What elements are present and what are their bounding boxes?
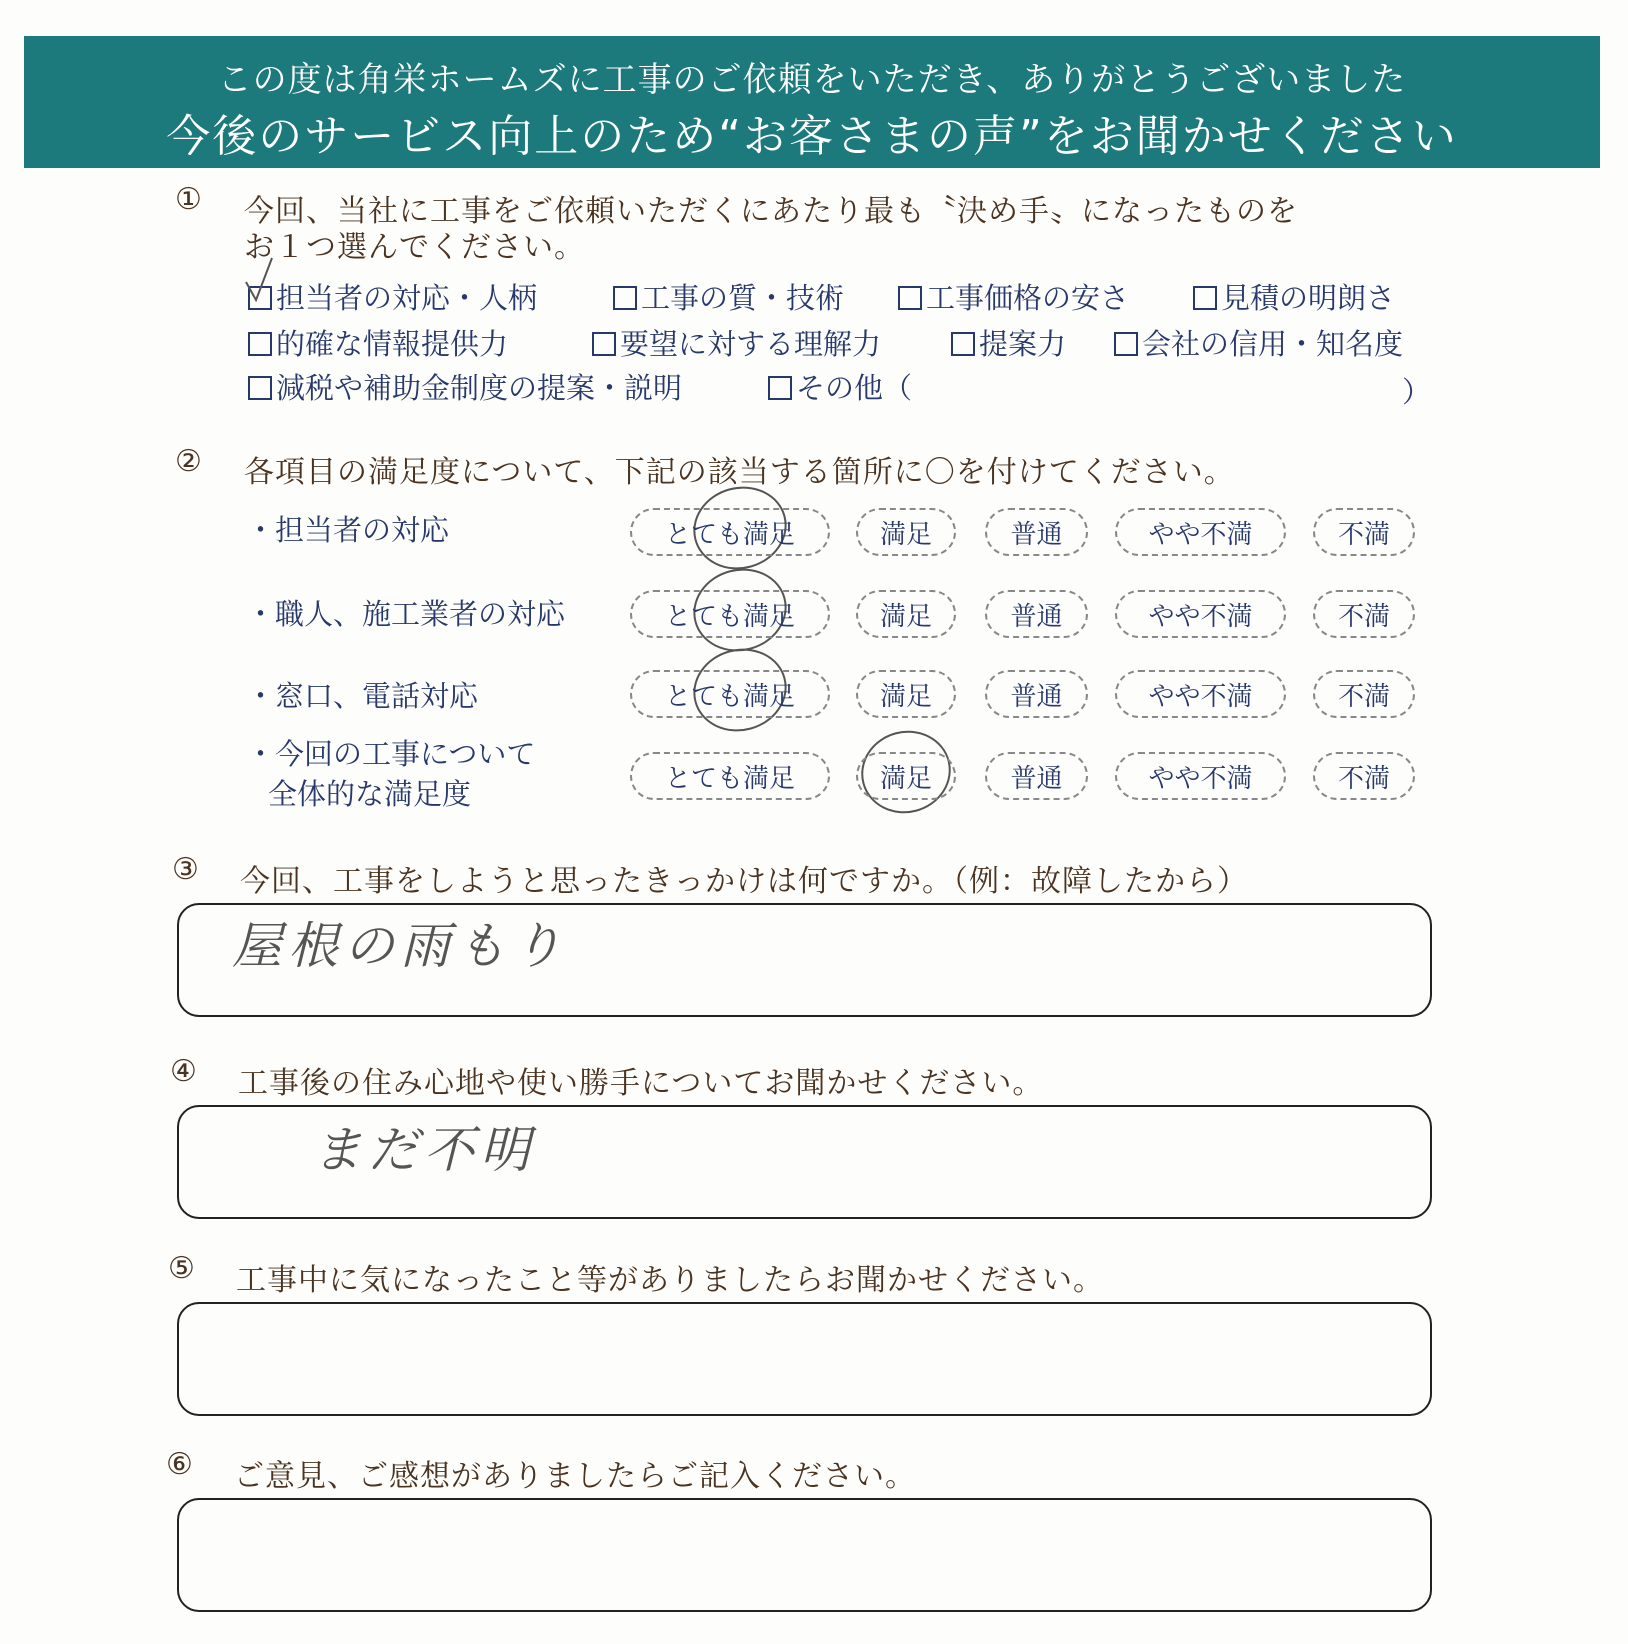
header-banner — [24, 36, 1600, 168]
rating-option[interactable]: 不満 — [1313, 670, 1415, 718]
rating-option[interactable]: やや不満 — [1115, 670, 1286, 718]
rating-option[interactable]: とても満足 — [630, 590, 830, 638]
q4-text: 工事後の住み心地や使い勝手についてお聞かせください。 — [238, 1066, 1044, 1101]
checkbox[interactable] — [248, 332, 272, 356]
row-label: ・今回の工事について — [246, 737, 536, 771]
row-label: ・窓口、電話対応 — [246, 679, 479, 713]
q1-number: ① — [175, 182, 202, 217]
q5-answer-box[interactable] — [177, 1302, 1432, 1416]
rating-option[interactable]: 不満 — [1313, 590, 1415, 638]
q2-text: 各項目の満足度について、下記の該当する箇所に〇を付けてください。 — [244, 455, 1235, 490]
option-proposal[interactable]: 提案力 — [951, 322, 1066, 363]
rating-option[interactable]: 普通 — [985, 752, 1088, 800]
checkbox[interactable] — [1114, 332, 1138, 356]
row-label-2: 全体的な満足度 — [268, 777, 472, 811]
rating-option[interactable]: 不満 — [1313, 752, 1415, 800]
q3-text: 今回、工事をしようと思ったきっかけは何ですか。（例：故障したから） — [240, 864, 1248, 899]
q4-number: ④ — [170, 1054, 197, 1089]
checkbox[interactable] — [613, 286, 637, 310]
checkbox-checked[interactable] — [248, 286, 272, 310]
checkbox[interactable] — [951, 332, 975, 356]
rating-option[interactable]: 満足 — [856, 670, 956, 718]
rating-option[interactable]: 満足 — [856, 752, 956, 800]
rating-option[interactable]: とても満足 — [630, 508, 830, 556]
rating-option[interactable]: 不満 — [1313, 508, 1415, 556]
option-estimate[interactable]: 見積の明朗さ — [1193, 276, 1395, 317]
rating-option[interactable]: 普通 — [985, 670, 1088, 718]
q1-text: 今回、当社に工事をご依頼いただくにあたり最も〝決め手〟になったものを — [244, 194, 1298, 229]
option-quality[interactable]: 工事の質・技術 — [613, 276, 844, 317]
option-other[interactable]: その他（ — [768, 366, 912, 407]
rating-option[interactable]: 普通 — [985, 590, 1088, 638]
checkbox[interactable] — [248, 376, 272, 400]
option-understanding[interactable]: 要望に対する理解力 — [592, 322, 881, 363]
option-tax[interactable]: 減税や補助金制度の提案・説明 — [248, 366, 682, 407]
q3-handwritten-answer: 屋根の雨もり — [232, 917, 568, 975]
rating-option[interactable]: やや不満 — [1115, 508, 1286, 556]
checkbox[interactable] — [592, 332, 616, 356]
rating-option[interactable]: やや不満 — [1115, 590, 1286, 638]
rating-option[interactable]: やや不満 — [1115, 752, 1286, 800]
header-line2: 今後のサービス向上のため“お客さまの声”をお聞かせください — [166, 111, 1458, 162]
q6-answer-box[interactable] — [177, 1498, 1432, 1612]
rating-option[interactable]: とても満足 — [630, 752, 830, 800]
checkbox[interactable] — [768, 376, 792, 400]
q2-number: ② — [175, 444, 202, 479]
q3-number: ③ — [172, 852, 199, 887]
option-price[interactable]: 工事価格の安さ — [898, 276, 1129, 317]
rating-option[interactable]: 満足 — [856, 508, 956, 556]
option-info[interactable]: 的確な情報提供力 — [248, 322, 508, 363]
q1-text2: お１つ選んでください。 — [244, 230, 585, 265]
row-label: ・職人、施工業者の対応 — [246, 597, 566, 631]
header-line1: この度は角栄ホームズに工事のご依頼をいただき、ありがとうございました — [217, 60, 1407, 100]
rating-option[interactable]: 普通 — [985, 508, 1088, 556]
checkbox[interactable] — [1193, 286, 1217, 310]
option-trust[interactable]: 会社の信用・知名度 — [1114, 322, 1403, 363]
checkbox[interactable] — [898, 286, 922, 310]
q6-text: ご意見、ご感想がありましたらご記入ください。 — [234, 1459, 916, 1494]
q4-handwritten-answer: まだ不明 — [312, 1121, 536, 1179]
row-label: ・担当者の対応 — [246, 513, 450, 547]
q6-number: ⑥ — [166, 1447, 193, 1482]
rating-option[interactable]: 満足 — [856, 590, 956, 638]
option-staff[interactable]: 担当者の対応・人柄 — [248, 276, 537, 317]
q5-text: 工事中に気になったこと等がありましたらお聞かせください。 — [236, 1263, 1104, 1298]
rating-option[interactable]: とても満足 — [630, 670, 830, 718]
q5-number: ⑤ — [168, 1251, 195, 1286]
other-close-paren: ） — [1402, 375, 1432, 409]
